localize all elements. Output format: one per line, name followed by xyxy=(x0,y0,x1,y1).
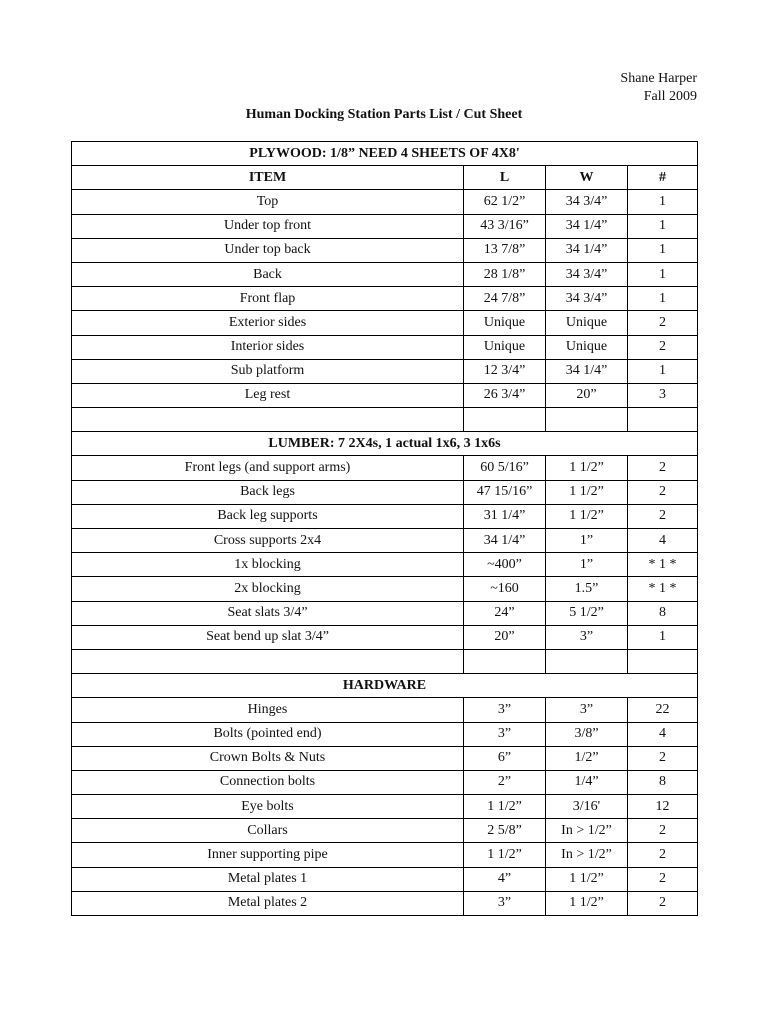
cell-length: 1 1/2” xyxy=(464,843,546,867)
cell-item: Eye bolts xyxy=(72,795,464,819)
cell-count: * 1 * xyxy=(628,553,698,577)
cell-count: 2 xyxy=(628,480,698,504)
cell-length xyxy=(464,408,546,432)
cell-count: 1 xyxy=(628,214,698,238)
cell-item: Front legs (and support arms) xyxy=(72,456,464,480)
cell-count: 2 xyxy=(628,819,698,843)
author-block xyxy=(620,70,697,106)
table-row xyxy=(72,456,698,480)
cell-width: 1/4” xyxy=(546,770,628,794)
cell-length: Unique xyxy=(464,335,546,359)
cell-count: 2 xyxy=(628,843,698,867)
cell-item: Connection bolts xyxy=(72,770,464,794)
cell-width: 5 1/2” xyxy=(546,601,628,625)
cell-width xyxy=(546,649,628,673)
table-row xyxy=(72,408,698,432)
cell-width: 1 1/2” xyxy=(546,867,628,891)
cell-count: * 1 * xyxy=(628,577,698,601)
cell-count: 8 xyxy=(628,601,698,625)
cell-count: 1 xyxy=(628,238,698,262)
cell-length: 20” xyxy=(464,625,546,649)
section-heading-row xyxy=(72,142,698,166)
cell-length: 13 7/8” xyxy=(464,238,546,262)
table-row xyxy=(72,649,698,673)
cell-length: Unique xyxy=(464,311,546,335)
cell-width: 3/16' xyxy=(546,795,628,819)
table-row xyxy=(72,770,698,794)
cell-length: 28 1/8” xyxy=(464,262,546,286)
cell-width: 34 1/4” xyxy=(546,214,628,238)
cell-width: 34 3/4” xyxy=(546,190,628,214)
cell-item: Collars xyxy=(72,819,464,843)
cell-item: Bolts (pointed end) xyxy=(72,722,464,746)
cell-count: 2 xyxy=(628,335,698,359)
cell-item: Hinges xyxy=(72,698,464,722)
cell-count: 2 xyxy=(628,746,698,770)
cell-length: 24” xyxy=(464,601,546,625)
table-row xyxy=(72,843,698,867)
cell-width: In > 1/2” xyxy=(546,819,628,843)
parts-table xyxy=(71,141,698,916)
table-row xyxy=(72,262,698,286)
cell-length: ~400” xyxy=(464,553,546,577)
cell-count: 1 xyxy=(628,625,698,649)
column-header-item: ITEM xyxy=(72,166,464,190)
cell-length: 3” xyxy=(464,698,546,722)
cell-count: 12 xyxy=(628,795,698,819)
table-row xyxy=(72,625,698,649)
cell-width: 1” xyxy=(546,529,628,553)
cell-length: 31 1/4” xyxy=(464,504,546,528)
cell-count: 1 xyxy=(628,287,698,311)
cell-length: 3” xyxy=(464,722,546,746)
section-heading: HARDWARE xyxy=(72,674,698,698)
cell-item: 2x blocking xyxy=(72,577,464,601)
column-header-count: # xyxy=(628,166,698,190)
cell-item: Seat bend up slat 3/4” xyxy=(72,625,464,649)
cell-item: Top xyxy=(72,190,464,214)
column-header-length: L xyxy=(464,166,546,190)
cell-item: Cross supports 2x4 xyxy=(72,529,464,553)
table-row xyxy=(72,867,698,891)
cell-length: 34 1/4” xyxy=(464,529,546,553)
cell-length xyxy=(464,649,546,673)
table-row xyxy=(72,480,698,504)
cell-width: 3” xyxy=(546,625,628,649)
cell-width: 1.5” xyxy=(546,577,628,601)
cell-width: 20” xyxy=(546,383,628,407)
cell-length: 24 7/8” xyxy=(464,287,546,311)
table-row xyxy=(72,698,698,722)
cell-width: In > 1/2” xyxy=(546,843,628,867)
cell-length: 4” xyxy=(464,867,546,891)
table-row xyxy=(72,504,698,528)
cell-width: 3” xyxy=(546,698,628,722)
table-row xyxy=(72,287,698,311)
cell-item: Front flap xyxy=(72,287,464,311)
cell-item: Leg rest xyxy=(72,383,464,407)
cell-length: 26 3/4” xyxy=(464,383,546,407)
cell-width: 34 1/4” xyxy=(546,359,628,383)
cell-length: 3” xyxy=(464,891,546,915)
cell-item: Seat slats 3/4” xyxy=(72,601,464,625)
cell-width: 1/2” xyxy=(546,746,628,770)
column-header-width: W xyxy=(546,166,628,190)
cell-width: 1 1/2” xyxy=(546,504,628,528)
cell-item: Back xyxy=(72,262,464,286)
cell-item: Metal plates 1 xyxy=(72,867,464,891)
cell-item: Crown Bolts & Nuts xyxy=(72,746,464,770)
table-row xyxy=(72,335,698,359)
table-row xyxy=(72,311,698,335)
cell-item: Inner supporting pipe xyxy=(72,843,464,867)
cell-item: Under top back xyxy=(72,238,464,262)
table-row xyxy=(72,746,698,770)
cell-count: 1 xyxy=(628,262,698,286)
cell-item: Sub platform xyxy=(72,359,464,383)
section-heading: LUMBER: 7 2X4s, 1 actual 1x6, 3 1x6s xyxy=(72,432,698,456)
cell-count: 4 xyxy=(628,722,698,746)
cell-count: 2 xyxy=(628,504,698,528)
cell-count: 1 xyxy=(628,190,698,214)
cell-length: 47 15/16” xyxy=(464,480,546,504)
cell-item: Back leg supports xyxy=(72,504,464,528)
cell-width: 1 1/2” xyxy=(546,456,628,480)
cell-length: ~160 xyxy=(464,577,546,601)
document-title: Human Docking Station Parts List / Cut Sheet xyxy=(245,107,523,122)
table-row xyxy=(72,529,698,553)
section-heading-row xyxy=(72,674,698,698)
cell-count: 4 xyxy=(628,529,698,553)
cell-count: 2 xyxy=(628,867,698,891)
section-heading-row xyxy=(72,432,698,456)
cell-count: 22 xyxy=(628,698,698,722)
author-name: Shane Harper xyxy=(620,71,697,86)
parts-table-body xyxy=(72,142,698,916)
section-heading: PLYWOOD: 1/8” NEED 4 SHEETS OF 4X8' xyxy=(72,142,698,166)
cell-count: 2 xyxy=(628,891,698,915)
table-row xyxy=(72,190,698,214)
cell-width: Unique xyxy=(546,311,628,335)
cell-item: Under top front xyxy=(72,214,464,238)
author-term: Fall 2009 xyxy=(643,89,697,104)
cell-item: Back legs xyxy=(72,480,464,504)
table-row xyxy=(72,383,698,407)
cell-length: 12 3/4” xyxy=(464,359,546,383)
cell-width: Unique xyxy=(546,335,628,359)
cell-count: 8 xyxy=(628,770,698,794)
table-row xyxy=(72,819,698,843)
cell-width: 1 1/2” xyxy=(546,480,628,504)
cell-count: 2 xyxy=(628,311,698,335)
table-row xyxy=(72,553,698,577)
cell-width: 34 3/4” xyxy=(546,287,628,311)
table-row xyxy=(72,577,698,601)
cell-width xyxy=(546,408,628,432)
cell-item: 1x blocking xyxy=(72,553,464,577)
cell-count: 2 xyxy=(628,456,698,480)
table-row xyxy=(72,359,698,383)
cell-item xyxy=(72,408,464,432)
cell-width: 34 1/4” xyxy=(546,238,628,262)
table-row xyxy=(72,238,698,262)
cell-length: 43 3/16” xyxy=(464,214,546,238)
cell-count xyxy=(628,408,698,432)
cell-length: 6” xyxy=(464,746,546,770)
cell-length: 60 5/16” xyxy=(464,456,546,480)
cell-count: 1 xyxy=(628,359,698,383)
column-header-row xyxy=(72,166,698,190)
cell-item: Interior sides xyxy=(72,335,464,359)
table-row xyxy=(72,891,698,915)
cell-width: 34 3/4” xyxy=(546,262,628,286)
cell-item: Exterior sides xyxy=(72,311,464,335)
cell-length: 2 5/8” xyxy=(464,819,546,843)
cell-width: 3/8” xyxy=(546,722,628,746)
cell-width: 1” xyxy=(546,553,628,577)
cell-item: Metal plates 2 xyxy=(72,891,464,915)
cell-length: 62 1/2” xyxy=(464,190,546,214)
cell-item xyxy=(72,649,464,673)
cell-width: 1 1/2” xyxy=(546,891,628,915)
cell-length: 1 1/2” xyxy=(464,795,546,819)
table-row xyxy=(72,601,698,625)
cell-count xyxy=(628,649,698,673)
table-row xyxy=(72,795,698,819)
cell-count: 3 xyxy=(628,383,698,407)
table-row xyxy=(72,722,698,746)
cell-length: 2” xyxy=(464,770,546,794)
table-row xyxy=(72,214,698,238)
